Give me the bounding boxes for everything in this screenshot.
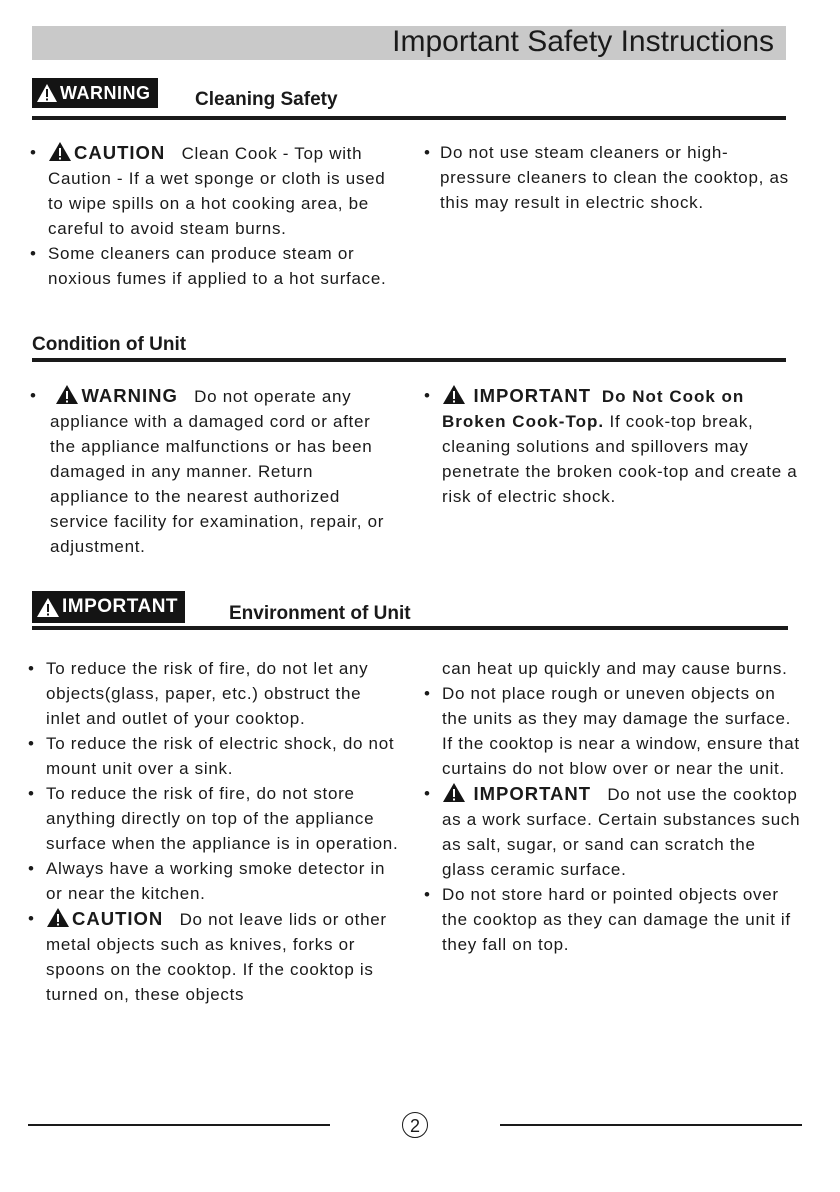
list-item — [30, 241, 402, 291]
list-item — [30, 140, 402, 241]
item-text: can heat up quickly and may cause burns. — [442, 659, 788, 678]
item-text: To reduce the risk of electric shock, do not mount unit over a sink. — [46, 734, 395, 778]
section-heading-cleaning: Cleaning Safety — [195, 89, 338, 110]
condition-left-column — [30, 383, 392, 559]
important-badge — [32, 591, 185, 623]
important-text: Do not use the cooktop as a work surface. Certain substances such as salt, sugar, or sand can scratch the glass ceramic surface. — [442, 785, 801, 879]
list-item — [28, 656, 400, 731]
bullet: • — [424, 386, 431, 405]
warning-badge — [32, 78, 158, 108]
bullet: • — [424, 784, 431, 803]
warning-triangle-icon — [55, 384, 79, 405]
bullet: • — [30, 244, 37, 263]
item-text: Do not place rough or uneven objects on the units as they may damage the surface. If the cooktop is near a window, ensure that curtains do not blow over or near the unit. — [442, 684, 800, 778]
section-heading-environment: Environment of Unit — [229, 603, 411, 624]
bullet: • — [28, 734, 35, 753]
title-bar — [32, 26, 786, 60]
section-heading-condition: Condition of Unit — [32, 334, 187, 355]
important-text: If cook-top break, cleaning solutions and spillovers may penetrate the broken cook-top and create a risk of electric shock. — [442, 412, 798, 506]
bullet: • — [30, 143, 37, 162]
warning-triangle-icon — [36, 83, 58, 103]
warning-triangle-icon — [36, 597, 60, 618]
condition-right-column — [424, 383, 804, 509]
list-item — [424, 882, 802, 957]
list-item — [424, 681, 802, 781]
important-label: IMPORTANT — [473, 385, 592, 406]
list-item — [28, 731, 400, 781]
badge-label: IMPORTANT — [62, 596, 179, 617]
list-item — [28, 856, 400, 906]
badge-label: WARNING — [60, 83, 151, 103]
important-label: IMPORTANT — [473, 783, 592, 804]
bullet: • — [424, 143, 431, 162]
list-item — [28, 781, 400, 856]
warning-text: Do not operate any appliance with a damaged cord or after the appliance malfunctions or has been damaged in any manner. Return appliance to the nearest authorized service facility for examination, repair, or adjustment. — [50, 387, 385, 556]
environment-left-column — [28, 656, 400, 1007]
bullet: • — [28, 784, 35, 803]
item-text: To reduce the risk of fire, do not store anything directly on top of the appliance surface when the appliance is in operation. — [46, 784, 399, 853]
section-divider — [32, 626, 788, 630]
warning-triangle-icon — [48, 141, 72, 162]
caution-label: CAUTION — [74, 142, 166, 163]
bullet: • — [424, 885, 431, 904]
cleaning-left-column — [30, 140, 402, 291]
footer-rule-right — [500, 1124, 802, 1126]
warning-triangle-icon — [46, 907, 70, 928]
list-item — [424, 781, 802, 882]
important-bold-text: Do Not Cook on Broken Cook-Top. — [442, 387, 745, 431]
caution-text: Do not leave lids or other metal objects such as knives, forks or spoons on the cooktop. If the cooktop is turned on, these objects — [46, 910, 387, 1004]
caution-text: Clean Cook - Top with Caution - If a wet sponge or cloth is used to wipe spills on a hot cooking area, be careful to avoid steam burns. — [48, 144, 386, 238]
warning-label: WARNING — [81, 385, 178, 406]
warning-triangle-icon — [442, 782, 466, 803]
list-item — [30, 383, 392, 559]
section-divider — [32, 358, 786, 362]
page-title: Important Safety Instructions — [392, 25, 774, 58]
list-item-continuation — [424, 656, 802, 681]
item-text: Some cleaners can produce steam or noxious fumes if applied to a hot surface. — [48, 244, 387, 288]
bullet: • — [28, 659, 35, 678]
warning-triangle-icon — [442, 384, 466, 405]
list-item — [28, 906, 400, 1007]
item-text: Always have a working smoke detector in or near the kitchen. — [46, 859, 386, 903]
environment-right-column — [424, 656, 802, 957]
list-item — [424, 383, 804, 509]
section-divider — [32, 116, 786, 120]
item-text: To reduce the risk of fire, do not let any objects(glass, paper, etc.) obstruct the inlet and outlet of your cooktop. — [46, 659, 369, 728]
bullet: • — [424, 684, 431, 703]
bullet: • — [28, 909, 35, 928]
page-number: 2 — [402, 1112, 428, 1138]
cleaning-right-column — [424, 140, 800, 215]
list-item — [424, 140, 800, 215]
bullet: • — [28, 859, 35, 878]
bullet: • — [30, 386, 37, 405]
item-text: Do not store hard or pointed objects over the cooktop as they can damage the unit if they fall on top. — [442, 885, 791, 954]
item-text: Do not use steam cleaners or high-pressure cleaners to clean the cooktop, as this may result in electric shock. — [440, 143, 789, 212]
footer-rule-left — [28, 1124, 330, 1126]
caution-label: CAUTION — [72, 908, 164, 929]
